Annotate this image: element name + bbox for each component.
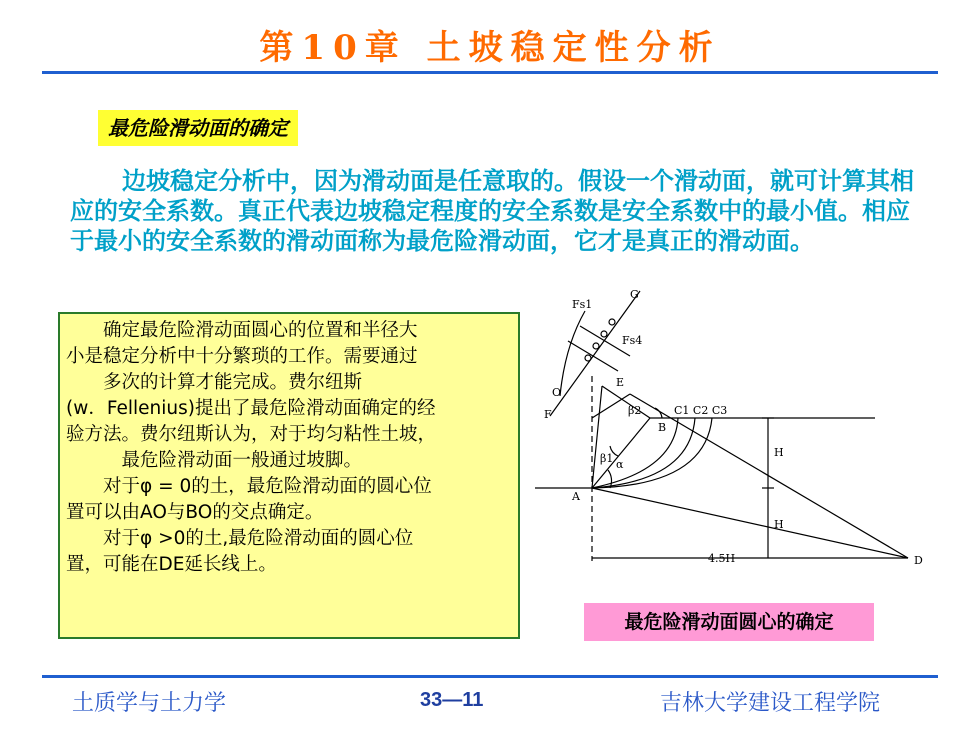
box-line: 对于φ >0的土,最危险滑动面的圆心位 <box>66 528 414 549</box>
label-b: B <box>658 421 667 434</box>
label-f: F <box>544 408 552 421</box>
label-e: E <box>616 376 625 389</box>
label-beta1: β1 <box>600 452 614 465</box>
explanation-box <box>58 312 520 639</box>
label-alpha: α <box>616 458 624 471</box>
box-line: 确定最危险滑动面圆心的位置和半径大 <box>66 320 418 341</box>
header-divider <box>42 71 938 74</box>
box-line: 置可以由AO与BO的交点确定。 <box>66 502 324 523</box>
box-line: 置，可能在DE延长线上。 <box>66 554 277 575</box>
footer-course: 土质学与土力学 <box>72 691 227 716</box>
footer-institution: 吉林大学建设工程学院 <box>660 691 881 716</box>
label-a: A <box>572 490 580 503</box>
figure-caption: 最危险滑动面圆心的确定 <box>584 603 874 641</box>
label-fs4: Fs4 <box>622 334 643 347</box>
label-c: C1 C2 C3 <box>674 404 728 417</box>
page-title: 第10章 土坡稳定性分析 <box>259 28 721 68</box>
section-heading: 最危险滑动面的确定 <box>98 110 298 146</box>
box-line: 验方法。费尔纽斯认为，对于均匀粘性土坡， <box>66 424 437 445</box>
label-d: D <box>914 554 923 567</box>
slip-surface-diagram <box>530 286 930 586</box>
label-h1: H <box>774 446 784 459</box>
label-g: G <box>630 288 639 301</box>
footer-divider <box>42 675 938 678</box>
box-line: 对于φ = 0的土，最危险滑动面的圆心位 <box>66 476 432 497</box>
box-line: 多次的计算才能完成。费尔纽斯 <box>66 372 363 393</box>
label-o: O <box>552 386 562 399</box>
label-h2: H <box>774 518 784 531</box>
box-line: 小是稳定分析中十分繁琐的工作。需要通过 <box>66 346 418 367</box>
label-width: 4.5H <box>708 552 736 565</box>
intro-paragraph <box>70 166 920 256</box>
label-fs1: Fs1 <box>572 298 593 311</box>
footer-page-number: 33—11 <box>420 689 484 711</box>
box-line: 最危险滑动面一般通过坡脚。 <box>66 450 363 471</box>
label-beta2: β2 <box>628 404 642 417</box>
intro-text: 边坡稳定分析中，因为滑动面是任意取的。假设一个滑动面，就可计算其相应的安全系数。真正代表边坡稳定程度的安全系数是安全系数中的最小值。相应于最小的安全系数的滑动面称为最危险滑动面，它才是真正的滑动面。 <box>70 166 914 255</box>
box-line: (w．Fellenius)提出了最危险滑动面确定的经 <box>66 398 436 419</box>
